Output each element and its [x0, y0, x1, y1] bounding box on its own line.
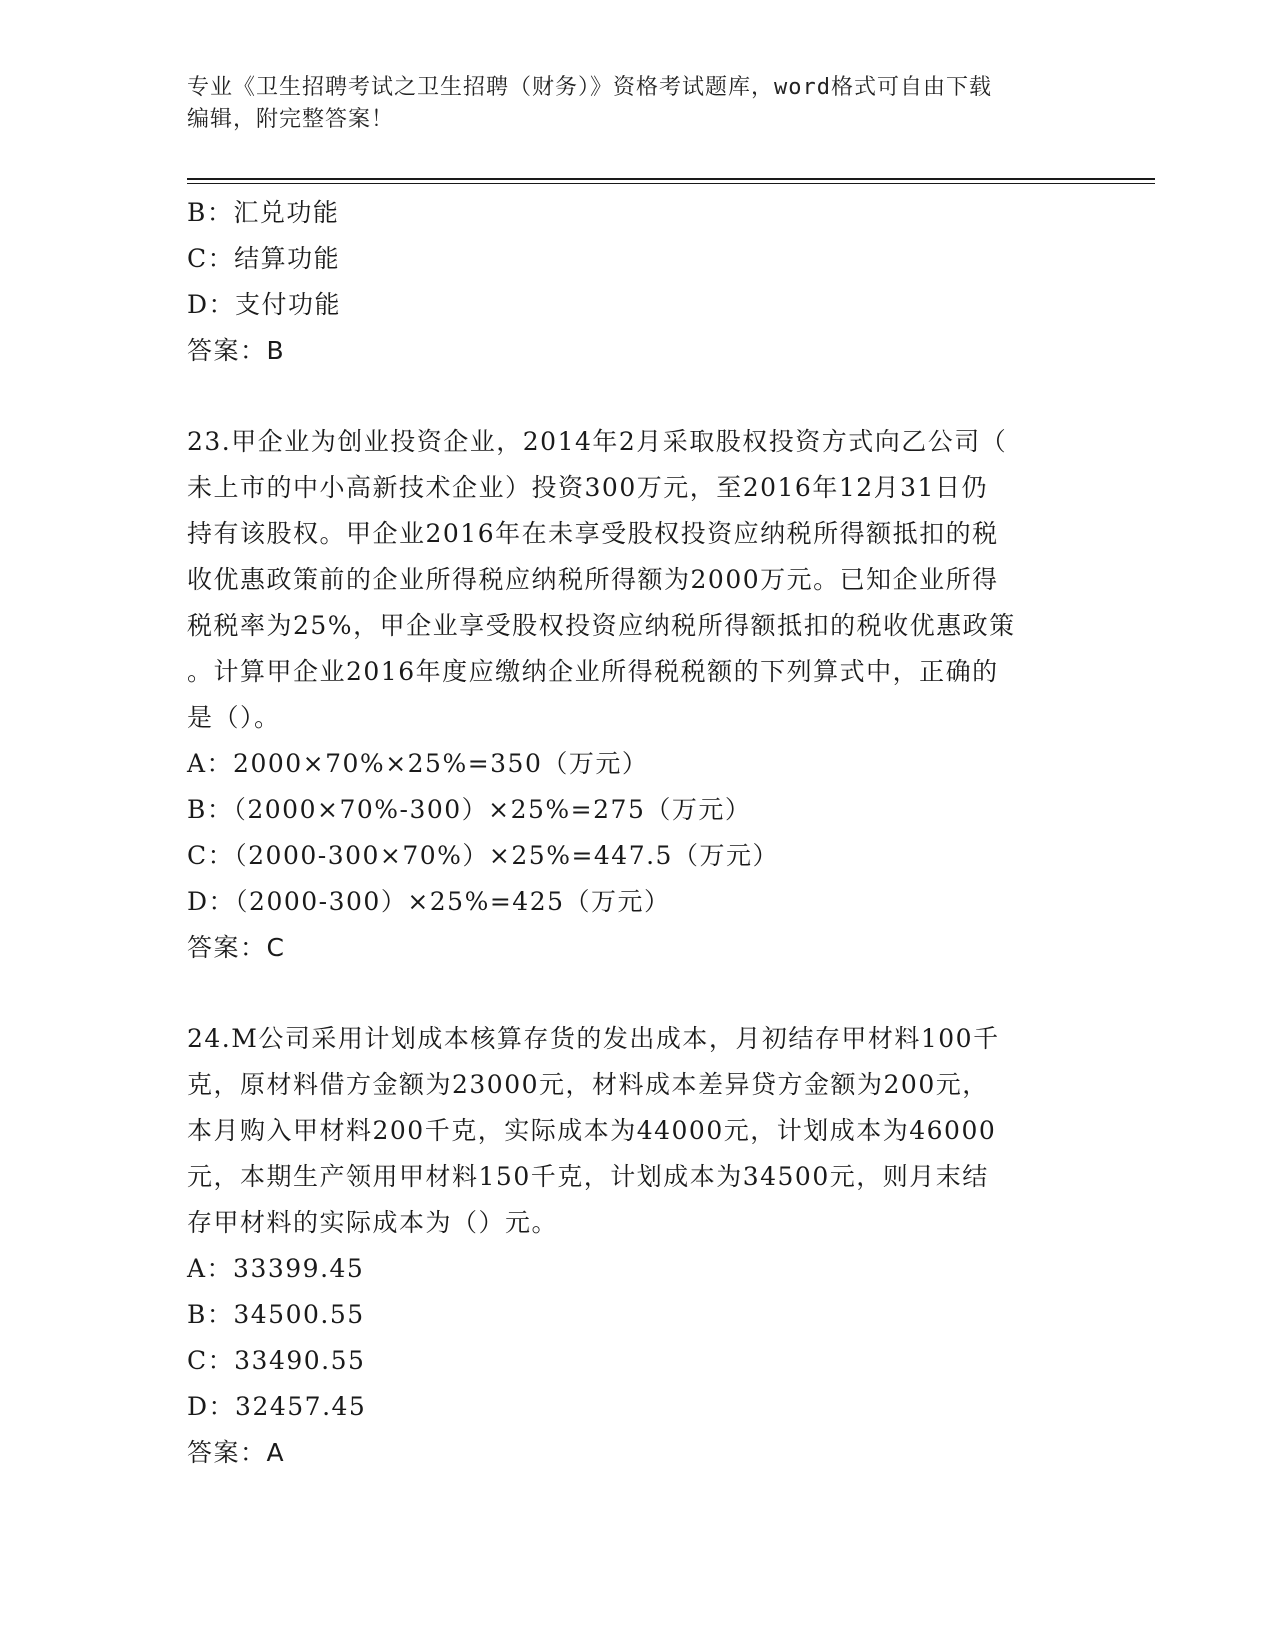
option-a: A：2000×70%×25%=350（万元） [187, 749, 649, 778]
question-22-tail [187, 190, 1087, 374]
header-rule-thin [187, 183, 1155, 184]
document-header [187, 72, 1087, 136]
option-c: C：33490.55 [187, 1346, 366, 1375]
question-content [187, 190, 1087, 1476]
header-line-1: 专业《卫生招聘考试之卫生招聘（财务）》资格考试题库，word格式可自由下载 [187, 75, 992, 100]
answer-line: 答案：A [187, 1438, 286, 1467]
header-rule-thick [187, 178, 1155, 180]
question-24 [187, 1016, 1087, 1476]
question-stem-line: 未上市的中小高新技术企业）投资300万元，至2016年12月31日仍 [187, 473, 988, 502]
option-c: C：结算功能 [187, 244, 341, 273]
option-d: D：（2000-300）×25%=425（万元） [187, 887, 671, 916]
spacer [187, 971, 1087, 1016]
option-c: C：（2000-300×70%）×25%=447.5（万元） [187, 841, 779, 870]
question-stem-line: 本月购入甲材料200千克，实际成本为44000元，计划成本为46000 [187, 1116, 997, 1145]
option-d: D：支付功能 [187, 290, 342, 319]
header-line-2: 编辑，附完整答案！ [187, 107, 395, 132]
question-stem-line: 。计算甲企业2016年度应缴纳企业所得税税额的下列算式中，正确的 [187, 657, 999, 686]
option-d: D：32457.45 [187, 1392, 367, 1421]
question-stem-line: 元，本期生产领用甲材料150千克，计划成本为34500元，则月末结 [187, 1162, 989, 1191]
spacer [187, 374, 1087, 419]
question-stem-line: 23.甲企业为创业投资企业，2014年2月采取股权投资方式向乙公司（ [187, 427, 1008, 456]
question-stem-line: 持有该股权。甲企业2016年在未享受股权投资应纳税所得额抵扣的税 [187, 519, 999, 548]
option-a: A：33399.45 [187, 1254, 365, 1283]
question-stem-line: 存甲材料的实际成本为（）元。 [187, 1208, 559, 1237]
question-stem-line: 24.M公司采用计划成本核算存货的发出成本，月初结存甲材料100千 [187, 1024, 1000, 1053]
question-stem-line: 是（）。 [187, 703, 281, 732]
question-stem-line: 克，原材料借方金额为23000元，材料成本差异贷方金额为200元， [187, 1070, 989, 1099]
option-b: B：汇兑功能 [187, 198, 340, 227]
question-stem-line: 税税率为25%，甲企业享受股权投资应纳税所得额抵扣的税收优惠政策 [187, 611, 1016, 640]
option-b: B：34500.55 [187, 1300, 365, 1329]
answer-line: 答案：B [187, 336, 286, 365]
question-23 [187, 419, 1087, 971]
question-stem-line: 收优惠政策前的企业所得税应纳税所得额为2000万元。已知企业所得 [187, 565, 999, 594]
answer-line: 答案：C [187, 933, 286, 962]
option-b: B：（2000×70%-300）×25%=275（万元） [187, 795, 752, 824]
